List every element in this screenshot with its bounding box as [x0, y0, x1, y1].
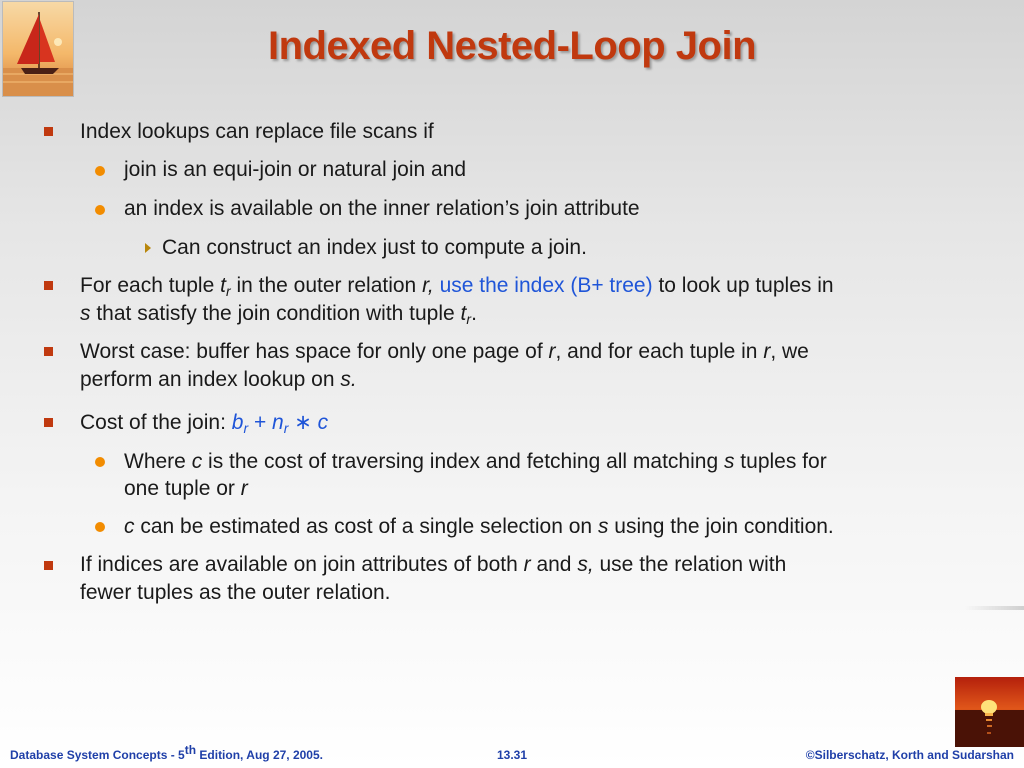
- text: , we: [770, 340, 809, 363]
- text: in the outer relation: [230, 274, 423, 297]
- bullet-for-each-tuple: [80, 274, 834, 298]
- footer-copyright: ©Silberschatz, Korth and Sudarshan: [805, 748, 1014, 762]
- continuation-line: [80, 302, 477, 326]
- var-s: s: [723, 450, 735, 473]
- var-r: r: [763, 340, 771, 363]
- square-bullet-icon: [44, 347, 53, 356]
- highlight-text: use the index (B+ tree): [433, 274, 653, 297]
- var-t: t: [460, 302, 467, 325]
- var-r: r: [548, 340, 556, 363]
- sunset-image: [955, 677, 1024, 747]
- circle-bullet-icon: [95, 522, 105, 532]
- plus-sign: +: [248, 411, 273, 434]
- var-s: s.: [340, 368, 357, 391]
- text: , and for each tuple in: [555, 340, 764, 363]
- text: Edition, Aug 27, 2005.: [196, 748, 323, 762]
- bullet-c-estimated: [124, 515, 834, 539]
- var-c: c: [191, 450, 203, 473]
- text: For each tuple: [80, 274, 221, 297]
- footer-slide-number: 13.31: [497, 748, 528, 762]
- text: fewer tuples as the outer relation.: [80, 581, 391, 604]
- text: If indices are available on join attributes of both: [80, 553, 524, 576]
- text: Where: [124, 450, 192, 473]
- bullet-cost-of-join: [80, 411, 328, 435]
- square-bullet-icon: [44, 281, 53, 290]
- bullet-equi-join: [124, 158, 466, 182]
- text: use the relation with: [593, 553, 787, 576]
- var-s: s: [80, 302, 91, 325]
- decorative-stripe: [964, 606, 1024, 610]
- text: to look up tuples in: [652, 274, 834, 297]
- sub-r: r: [466, 311, 472, 327]
- times-sign: ∗: [288, 411, 318, 434]
- text: can be estimated as cost of a single selection on: [134, 515, 598, 538]
- superscript: th: [184, 743, 197, 757]
- var-r: r,: [422, 274, 434, 297]
- slide-title: Indexed Nested-Loop Join: [267, 24, 757, 68]
- text: tuples for: [734, 450, 827, 473]
- text: one tuple or: [124, 477, 241, 500]
- text: an index is available on the inner relation’s join attribute: [124, 197, 640, 220]
- footer-book-title: [10, 743, 323, 762]
- square-bullet-icon: [44, 561, 53, 570]
- text: Index lookups can replace file scans if: [80, 120, 434, 143]
- circle-bullet-icon: [95, 166, 105, 176]
- circle-bullet-icon: [95, 457, 105, 467]
- sub-r: r: [283, 420, 289, 436]
- continuation-line: [80, 368, 357, 392]
- square-bullet-icon: [44, 418, 53, 427]
- bullet-worst-case: [80, 340, 809, 364]
- bullet-index-available: [124, 197, 640, 221]
- bullet-index-lookups: [80, 120, 434, 144]
- text: Database System Concepts - 5: [10, 748, 185, 762]
- bullet-construct-index: [162, 236, 587, 260]
- var-b: b: [231, 411, 244, 434]
- text: using the join condition.: [608, 515, 834, 538]
- text: and: [530, 553, 578, 576]
- text: perform an index lookup on: [80, 368, 341, 391]
- var-n: n: [272, 411, 284, 434]
- text: join is an equi-join or natural join and: [124, 158, 467, 181]
- var-c: c: [317, 411, 329, 434]
- text: that satisfy the join condition with tuple: [90, 302, 461, 325]
- var-s: s: [597, 515, 609, 538]
- var-t: t: [220, 274, 226, 297]
- var-r: r: [240, 477, 248, 500]
- continuation-line: [80, 581, 391, 605]
- continuation-line: [124, 477, 248, 501]
- circle-bullet-icon: [95, 205, 105, 215]
- cost-formula: [232, 411, 328, 434]
- square-bullet-icon: [44, 127, 53, 136]
- text: Can construct an index just to compute a join.: [162, 236, 587, 259]
- sub-r: r: [225, 283, 231, 299]
- bullet-where-c: [124, 450, 827, 474]
- var-c: c: [124, 515, 135, 538]
- var-s: s,: [577, 553, 594, 576]
- text: is the cost of traversing index and fetching all matching: [202, 450, 724, 473]
- bullet-if-indices: [80, 553, 786, 577]
- text: Cost of the join:: [80, 411, 232, 434]
- text: .: [471, 302, 477, 325]
- text: Worst case: buffer has space for only one page of: [80, 340, 549, 363]
- var-r: r: [523, 553, 531, 576]
- sub-r: r: [243, 420, 249, 436]
- triangle-bullet-icon: [145, 243, 151, 253]
